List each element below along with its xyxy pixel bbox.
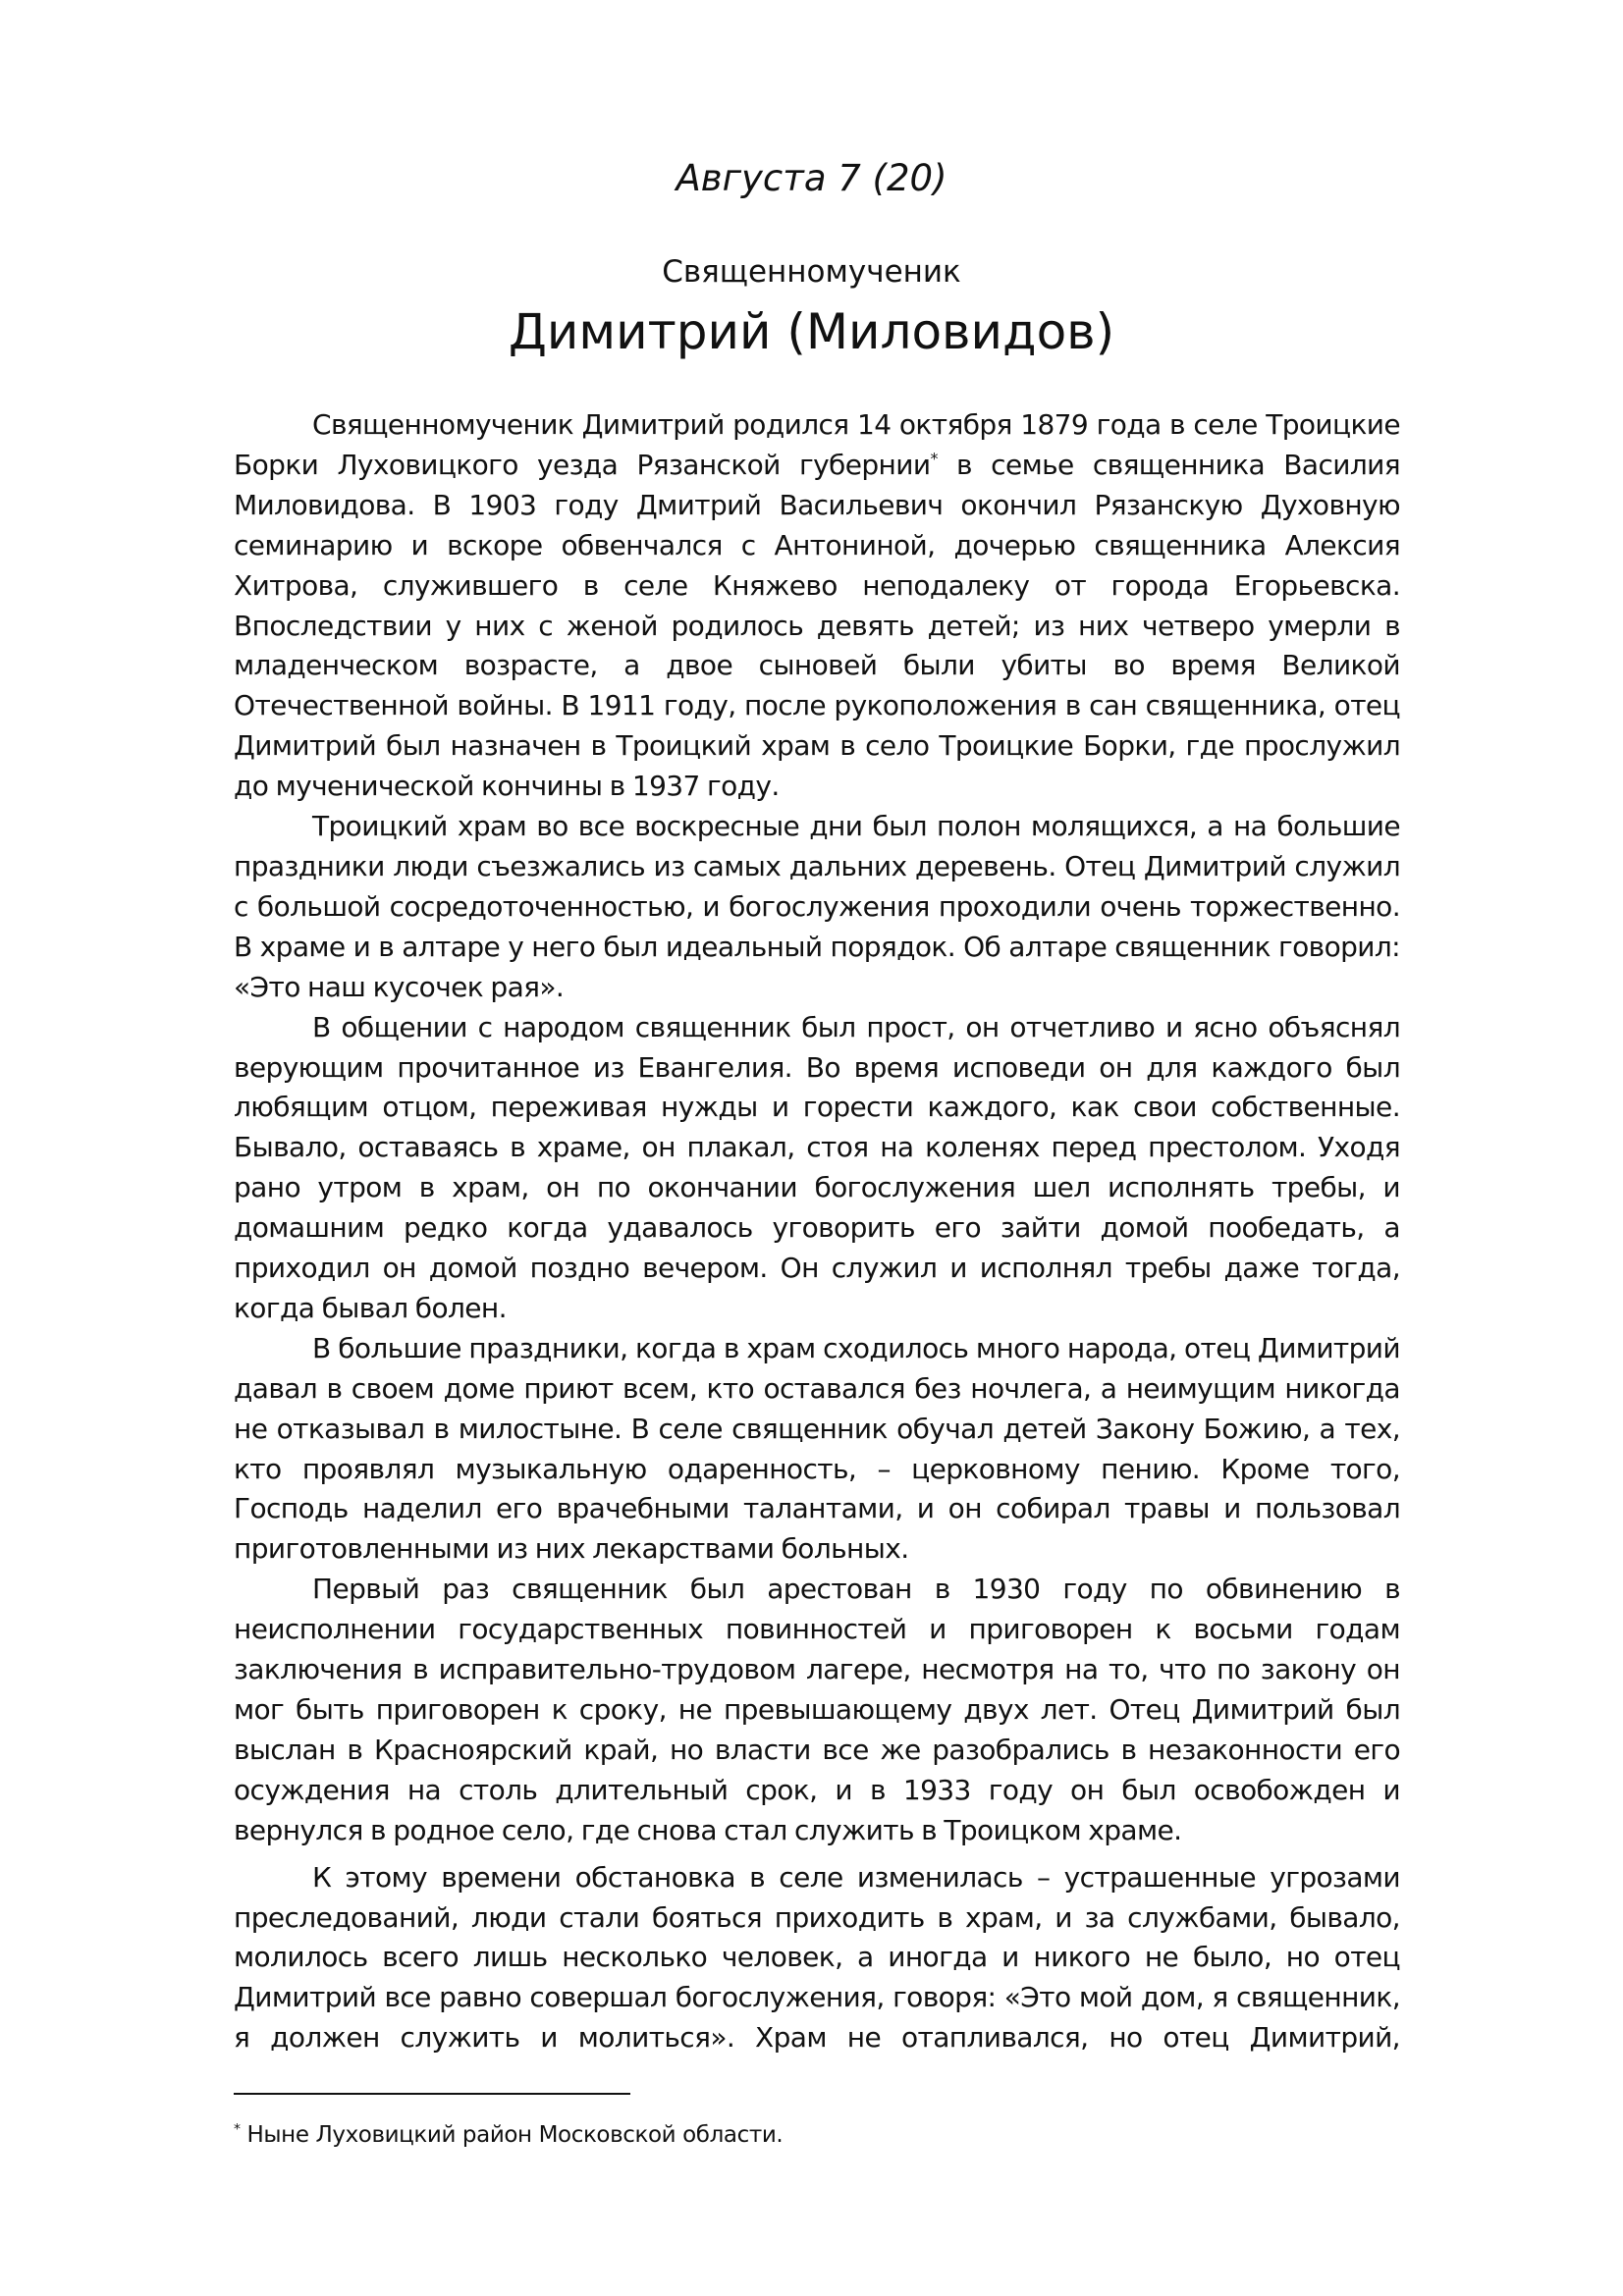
- footnote-reference: *: [930, 449, 938, 468]
- paragraph-5: Первый раз священник был арестован в 1930 году по обвинению в неисполнении государственных повинностей и приговорен к восьми годам заключения в исправительно-трудовом лагере, несмотря на то, что по закону он мог быть приговорен к сроку, не превышающему двух лет. Отец Димитрий был выслан в Красноярский край, но власти все же разобрались в незаконности его осуждения на столь длительный срок, и в 1933 году он был освобожден и вернулся в родное село, где снова стал служить в Троицком храме.: [234, 1573, 1400, 1846]
- date-header: Августа 7 (20): [676, 157, 947, 199]
- paragraph-1-start: Священномученик Димитрий родился 14 октября 1879 года в селе Троицкие Борки Луховицкого уезда Рязанской губернии: [234, 408, 1400, 481]
- footnote-separator: [234, 2093, 630, 2095]
- body-text: [234, 405, 1400, 2058]
- footnote-mark: *: [234, 2121, 241, 2138]
- paragraph-1-rest: в семье священника Василия Миловидова. В 1903 году Дмитрий Васильевич окончил Рязанскую Духовную семинарию и вскоре обвенчался с Антониной, дочерью священника Алексия Хитрова, служившего в селе Княжево неподалеку от города Егорьевска. Впоследствии у них с женой родилось девять детей; из них четверо умерли в младенческом возрасте, а двое сыновей были убиты во время Великой Отечественной войны. В 1911 году, после рукоположения в сан священника, отец Димитрий был назначен в Троицкий храм в село Троицкие Борки, где прослужил до мученической кончины в 1937 году.: [234, 448, 1401, 803]
- page-title: Димитрий (Миловидов): [508, 303, 1115, 360]
- footnote-text: Ныне Луховицкий район Московской области.: [240, 2122, 784, 2148]
- paragraph-2: Троицкий храм во все воскресные дни был полон молящихся, а на большие праздники люди съезжались из самых дальних деревень. Отец Димитрий служил с большой сосредоточенностью, и богослужения проходили очень торжественно. В храме и в алтаре у него был идеальный порядок. Об алтаре священник говорил: «Это наш кусочек рая».: [234, 810, 1400, 1003]
- footnote: [234, 2120, 1400, 2150]
- page-subtitle: Священномученик: [662, 254, 961, 290]
- paragraph-1: [234, 405, 1400, 807]
- paragraph-3: В общении с народом священник был прост, он отчетливо и ясно объяснял верующим прочитанное из Евангелия. Во время исповеди он для каждого был любящим отцом, переживая нужды и горести каждого, как свои собственные. Бывало, оставаясь в храме, он плакал, стоя на коленях перед престолом. Уходя рано утром в храм, он по окончании богослужения шел исполнять требы, и домашним редко когда удавалось уговорить его зайти домой пообедать, а приходил он домой поздно вечером. Он служил и исполнял требы даже тогда, когда бывал болен.: [234, 1010, 1400, 1324]
- paragraph-6: К этому времени обстановка в селе изменилась – устрашенные угрозами преследований, люди стали бояться приходить в храм, и за службами, бывало, молилось всего лишь несколько человек, а иногда и никого не было, но отец Димитрий все равно совершал богослужения, говоря: «Это мой дом, я священник, я должен служить и молиться». Храм не отапливался, но отец Димитрий,: [234, 1860, 1400, 2055]
- paragraph-4: В большие праздники, когда в храм сходилось много народа, отец Димитрий давал в своем доме приют всем, кто оставался без ночлега, а неимущим никогда не отказывал в милостыне. В селе священник обучал детей Закону Божию, а тех, кто проявлял музыкальную одаренность, – церковному пению. Кроме того, Господь наделил его врачебными талантами, и он собирал травы и пользовал приготовленными из них лекарствами больных.: [234, 1331, 1400, 1566]
